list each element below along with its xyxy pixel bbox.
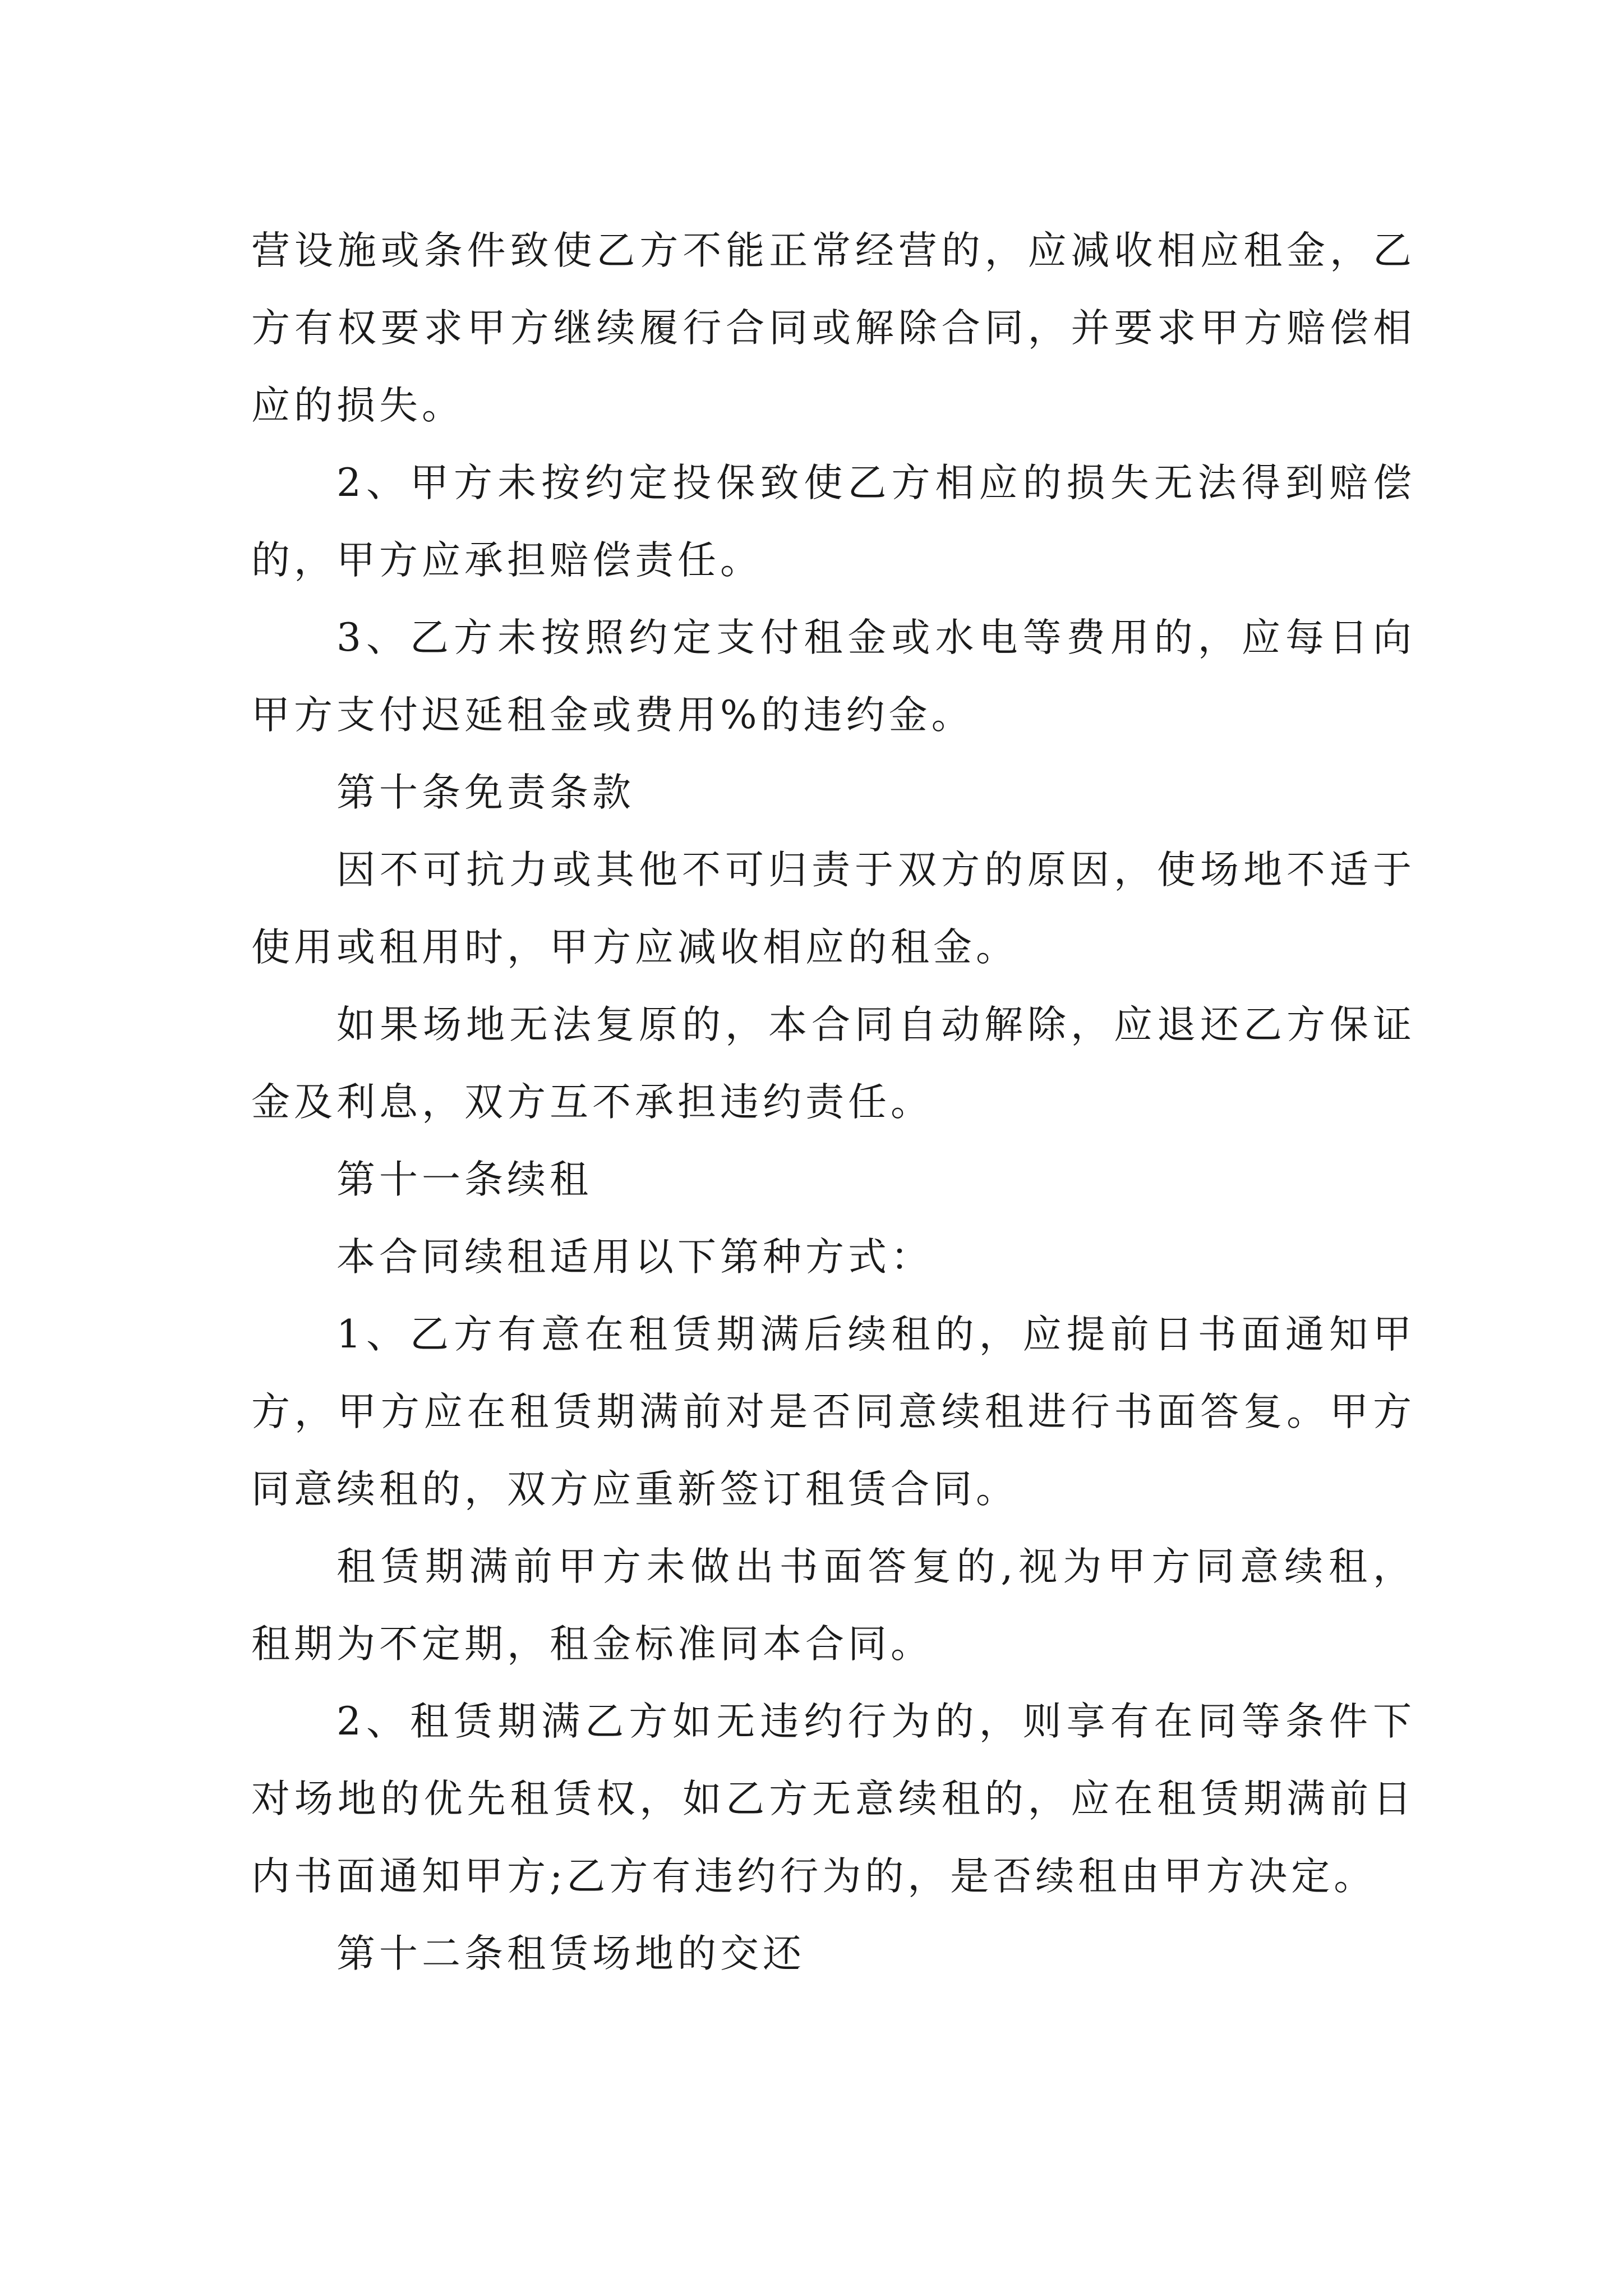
paragraph-renewal-no-reply: 租赁期满前甲方未做出书面答复的,视为甲方同意续租，租期为不定期，租金标准同本合同。 — [251, 1544, 1415, 1667]
paragraph-clause-3-late-payment: 3、乙方未按照约定支付租金或水电等费用的，应每日向甲方支付迟延租金或费用%的违约金。 — [251, 615, 1415, 738]
paragraph-clause-2-insurance: 2、甲方未按约定投保致使乙方相应的损失无法得到赔偿的，甲方应承担赔偿责任。 — [251, 461, 1415, 583]
paragraph-automatic-termination: 如果场地无法复原的，本合同自动解除，应退还乙方保证金及利息，双方互不承担违约责任。 — [251, 1002, 1415, 1125]
paragraph-continued: 营设施或条件致使乙方不能正常经营的，应减收相应租金，乙方有权要求甲方继续履行合同或解除合同，并要求甲方赔偿相应的损失。 — [251, 228, 1415, 428]
paragraph-force-majeure: 因不可抗力或其他不可归责于双方的原因，使场地不适于使用或租用时，甲方应减收相应的租金。 — [251, 848, 1415, 970]
heading-article-11: 第十一条续租 — [336, 1157, 592, 1202]
paragraph-renewal-option-2: 2、租赁期满乙方如无违约行为的，则享有在同等条件下对场地的优先租赁权，如乙方无意续租的，应在租赁期满前日内书面通知甲方;乙方有违约行为的，是否续租由甲方决定。 — [251, 1699, 1415, 1899]
paragraph-renewal-option-1: 1、乙方有意在租赁期满后续租的，应提前日书面通知甲方，甲方应在租赁期满前对是否同意续租进行书面答复。甲方同意续租的，双方应重新签订租赁合同。 — [251, 1312, 1415, 1512]
document-body — [251, 212, 1415, 1993]
heading-article-10: 第十条免责条款 — [336, 770, 635, 815]
paragraph-renewal-method: 本合同续租适用以下第种方式： — [336, 1235, 933, 1280]
heading-article-12: 第十二条租赁场地的交还 — [336, 1931, 805, 1976]
